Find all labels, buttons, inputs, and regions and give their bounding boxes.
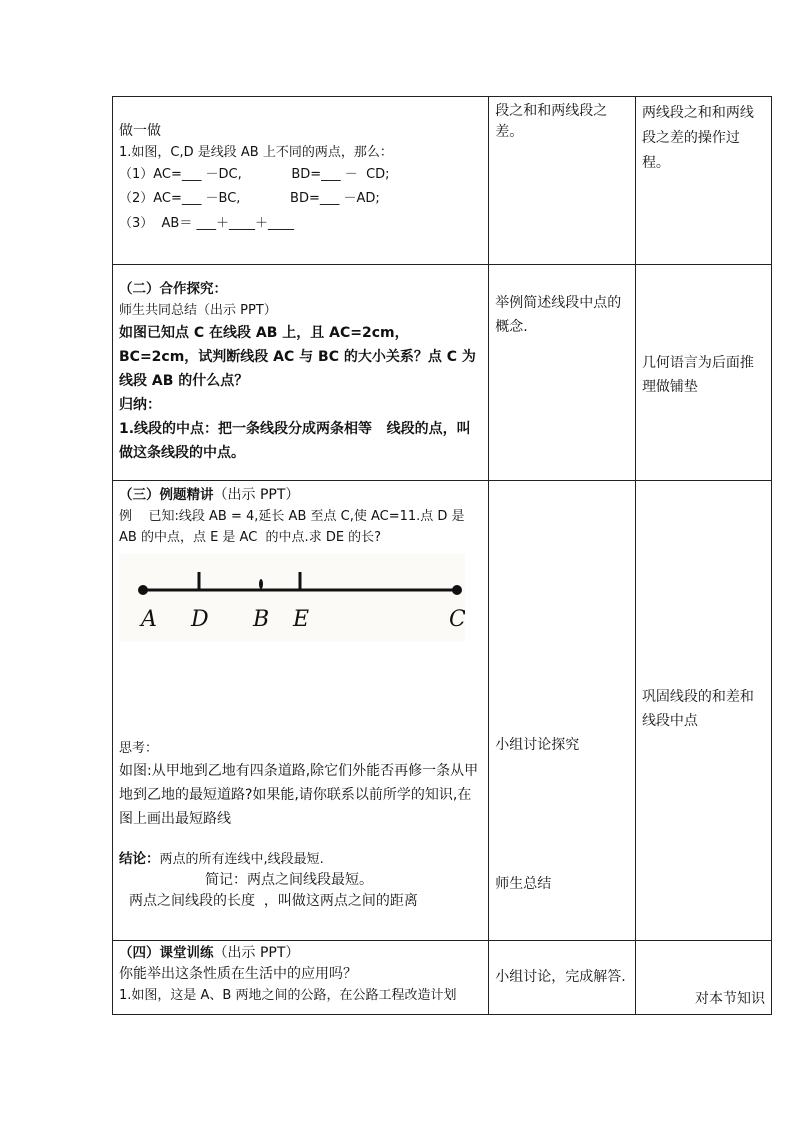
section-title: 做一做: [119, 123, 161, 139]
section-heading-line: [119, 943, 482, 964]
student-activity-cell: [489, 97, 636, 265]
conclusion-label: 结论：: [119, 851, 160, 867]
design-intent-text: 对本节知识: [695, 991, 765, 1007]
design-intent-cell: [635, 481, 771, 941]
table-row: [113, 941, 772, 1015]
student-activity-text: 段之和和两线段之差。: [495, 103, 608, 140]
label-b: B: [253, 607, 270, 632]
exercise-line: （1）AC=___ －DC, BD=___ － CD;: [119, 167, 390, 182]
design-intent-cell: [635, 97, 771, 265]
summary-label: 归纳：: [119, 397, 161, 413]
exercise-line: （2）AC=___ －BC, BD=___ －AD;: [119, 191, 380, 206]
activity-cell: [113, 265, 489, 481]
table-row: [113, 97, 772, 265]
example-text: 例 已知:线段 AB = 4,延长 AB 至点 C,使 AC=11.点 D 是 AB 的中点，点 E 是 AC 的中点.求 DE 的长?: [119, 509, 469, 545]
design-intent-text: 几何语言为后面推理做铺垫: [641, 355, 754, 395]
student-activity-text: 师生总结: [495, 876, 552, 892]
label-d: D: [191, 607, 209, 632]
section-heading-suffix: （出示 PPT）: [213, 945, 300, 961]
table-row: [113, 265, 772, 481]
student-activity-text: 举例简述线段中点的概念.: [495, 295, 622, 335]
segment-figure-svg: [119, 554, 465, 642]
section-heading-line: [119, 485, 482, 506]
section-subtitle: 师生共同总结（出示 PPT）: [119, 303, 277, 318]
conclusion-line: [119, 849, 482, 870]
design-intent-text: 两线段之和和两线段之差的操作过程。: [641, 105, 754, 171]
think-text: 如图:从甲地到乙地有四条道路,除它们外能否再修一条从甲地到乙地的最短道路?如果能,请你联系以前所学的知识,在图上画出最短路线: [119, 763, 479, 827]
student-activity-text: 小组讨论探究: [495, 737, 580, 753]
conclusion-text: 两点的所有连线中,线段最短.: [159, 852, 324, 867]
activity-cell: [113, 941, 489, 1015]
design-intent-cell: [635, 265, 771, 481]
label-c: C: [449, 607, 465, 632]
label-a: A: [141, 607, 157, 632]
activity-cell: [113, 97, 489, 265]
lesson-plan-table: [112, 96, 772, 1015]
activity-cell: [113, 481, 489, 941]
exercise-line: （3） AB＝ ___＋____＋____: [119, 216, 294, 231]
section-heading-suffix: （出示 PPT）: [213, 487, 300, 503]
point-c-dot: [452, 585, 462, 595]
section-heading: （二）合作探究：: [119, 281, 227, 297]
exercise-line: 1.如图，这是 A、B 两地之间的公路，在公路工程改造计划: [119, 988, 457, 1003]
exercise-line: 你能举出这条性质在生活中的应用吗？: [119, 966, 357, 982]
section-heading: （四）课堂训练: [119, 945, 214, 961]
point-a-dot: [138, 585, 148, 595]
section-heading: （三）例题精讲: [119, 487, 214, 503]
point-b-mark: [259, 579, 263, 589]
midpoint-definition: 1.线段的中点：把一条线段分成两条相等 线段的点，叫做这条线段的中点。: [119, 421, 471, 461]
exercise-line: 1.如图，C,D 是线段 AB 上不同的两点，那么：: [119, 145, 393, 160]
memo-text: 简记：两点之间线段最短。: [205, 872, 373, 888]
design-intent-cell: [635, 941, 771, 1015]
label-e: E: [293, 607, 310, 632]
segment-figure: [119, 554, 465, 642]
distance-definition: 两点之间线段的长度 ，叫做这两点之间的距离: [129, 893, 418, 909]
student-activity-cell: [489, 481, 636, 941]
problem-text: 如图已知点 C 在线段 AB 上，且 AC=2cm，BC=2cm，试判断线段 AC 与 BC 的大小关系？点 C 为线段 AB 的什么点？: [119, 325, 476, 389]
student-activity-cell: [489, 941, 636, 1015]
student-activity-text: 小组讨论，完成解答.: [495, 969, 626, 985]
student-activity-cell: [489, 265, 636, 481]
think-label: 思考：: [119, 741, 159, 756]
design-intent-text: 巩固线段的和差和线段中点: [641, 689, 754, 729]
table-row: [113, 481, 772, 941]
